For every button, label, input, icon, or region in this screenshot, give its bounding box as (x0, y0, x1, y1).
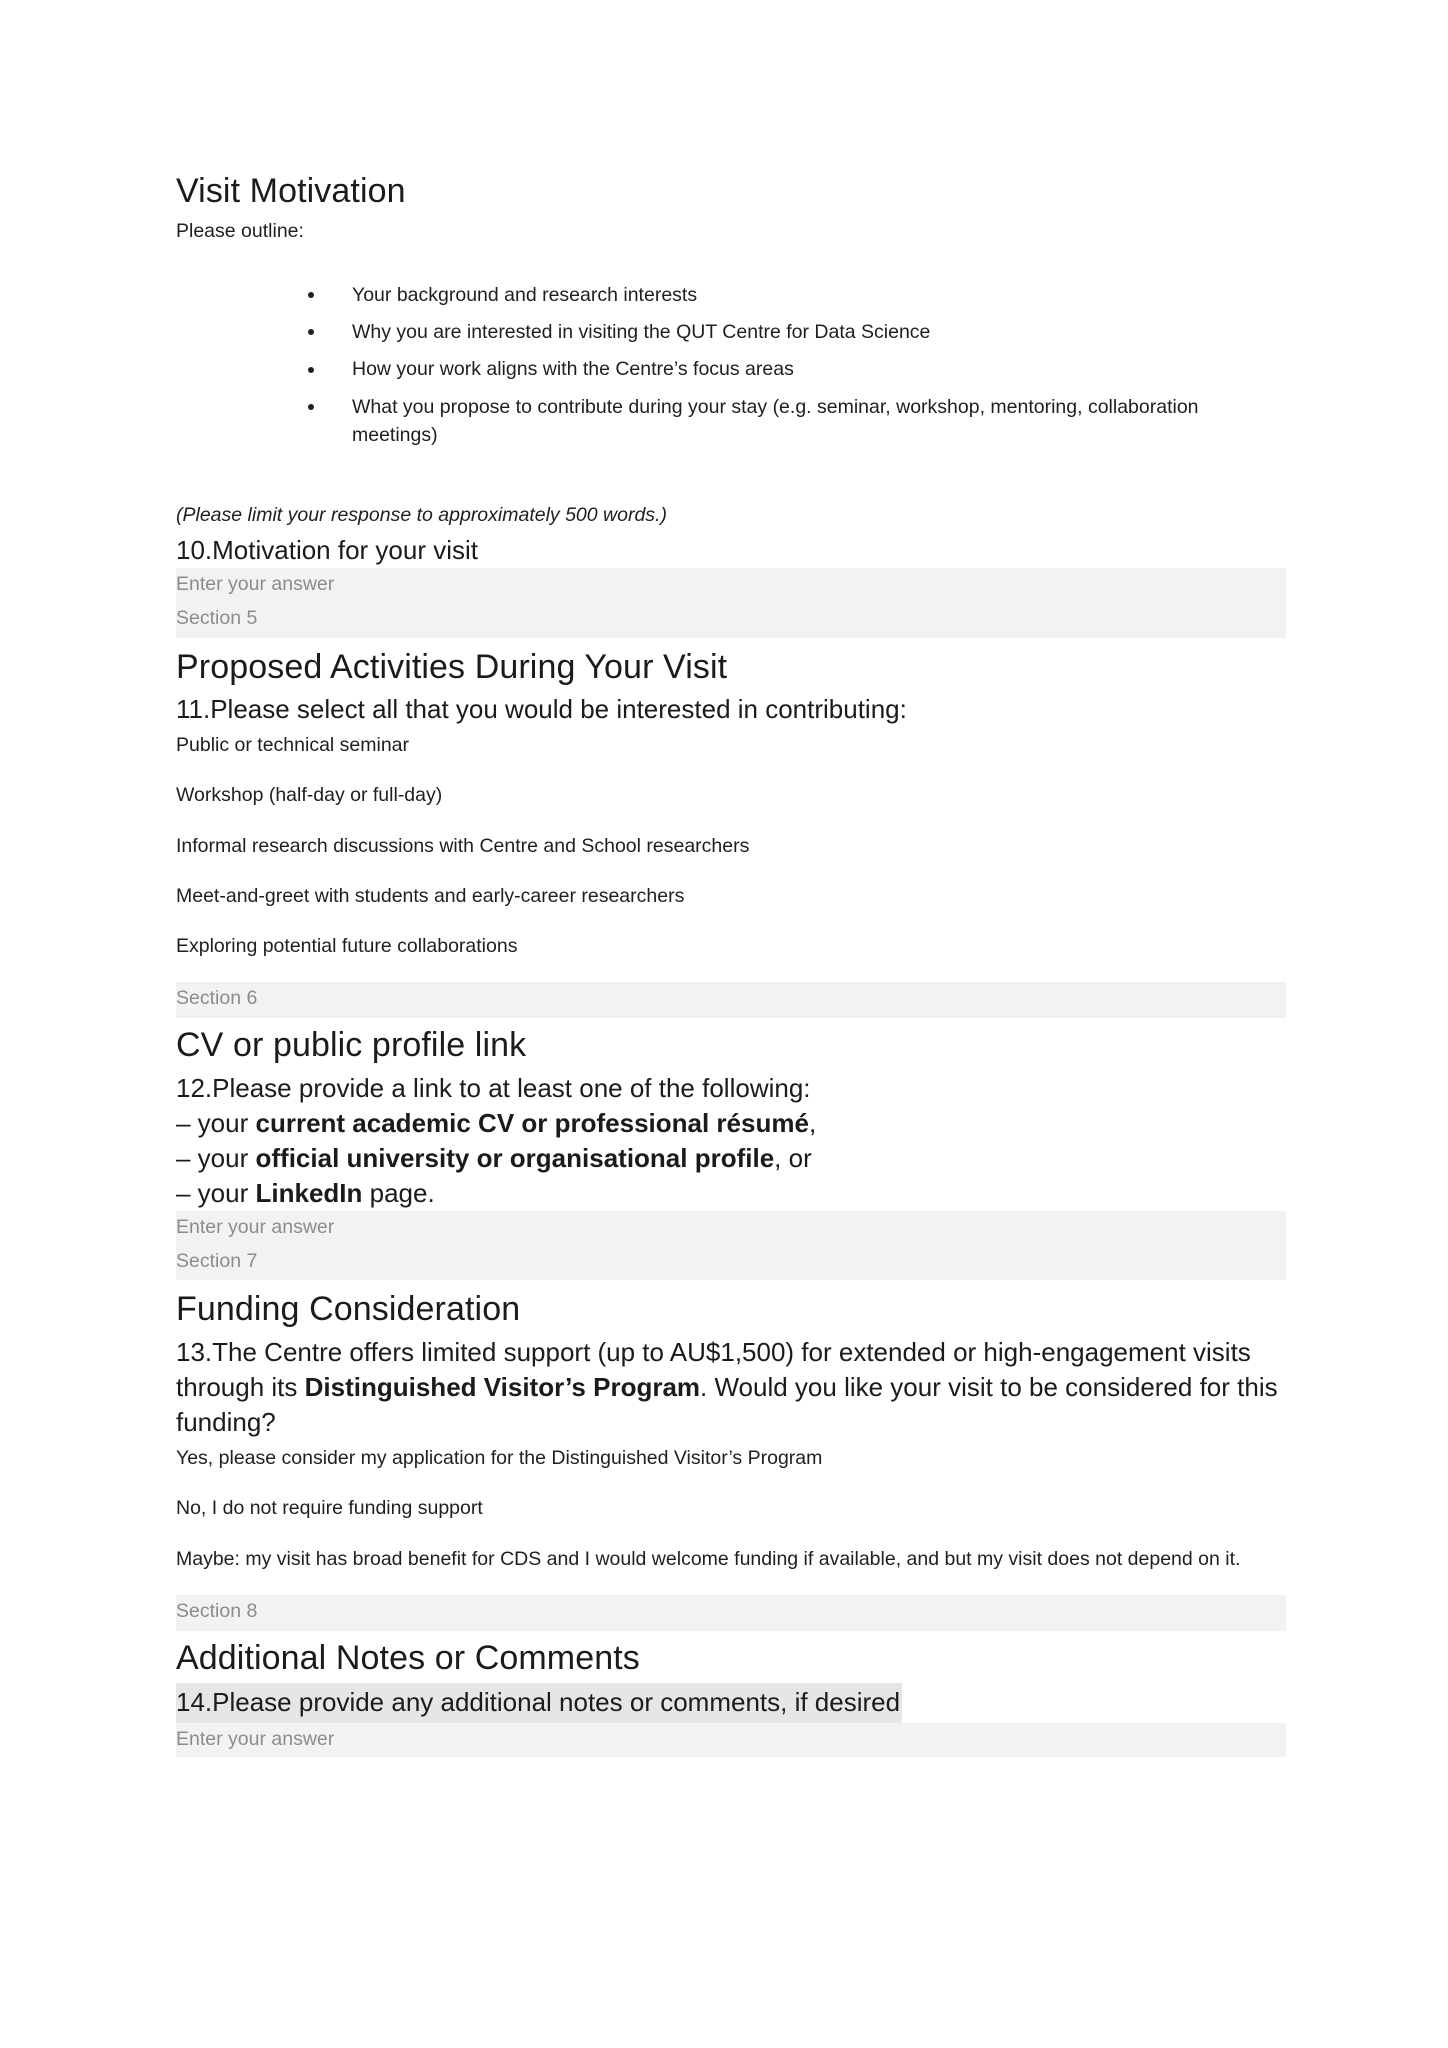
question-13-prefix: 13.The Centre offers limited support (up to AU$1,500) for extended or high-engagement visits through its (176, 1336, 1251, 1403)
list-item (304, 281, 1286, 309)
list-item (304, 393, 1286, 450)
option-meet-and-greet[interactable]: Meet-and-greet with students and early-career researchers (176, 884, 685, 907)
question-13-suffix: . Would you like your visit to be considered for this funding? (176, 1372, 1278, 1438)
bullet-icon (308, 329, 314, 335)
section-title-additional-notes: Additional Notes or Comments (176, 1638, 640, 1677)
cv-line-3-bold: LinkedIn (255, 1177, 363, 1208)
cv-line-2-prefix: – your (176, 1142, 256, 1173)
section-tag-7: Section 7 (176, 1249, 258, 1272)
section-band-8 (176, 1595, 1286, 1631)
cv-line-3-suffix: page. (362, 1177, 435, 1208)
bullet-icon (308, 367, 314, 373)
option-public-seminar[interactable]: Public or technical seminar (176, 734, 410, 757)
question-12: 12.Please provide a link to at least one of the following: (176, 1072, 811, 1103)
option-funding-maybe[interactable]: Maybe: my visit has broad benefit for CDS and I would welcome funding if available, and but my visit does not depend on it. (176, 1547, 1241, 1570)
form-body (176, 170, 1286, 1757)
section-title-funding: Funding Consideration (176, 1290, 521, 1329)
option-informal-discussions[interactable]: Informal research discussions with Centre and School researchers (176, 834, 750, 857)
bullet-text: How your work aligns with the Centre’s focus areas (352, 358, 794, 381)
section-tag-6: Section 6 (176, 987, 258, 1010)
cv-line-2-suffix: , or (774, 1142, 812, 1173)
question-14 (176, 1683, 1286, 1723)
option-funding-yes[interactable]: Yes, please consider my application for the Distinguished Visitor’s Program (176, 1447, 823, 1470)
answer-placeholder-q10: Enter your answer (176, 573, 335, 596)
cv-line-1-prefix: – your (176, 1107, 256, 1138)
answer-band-q14[interactable] (176, 1723, 1286, 1757)
section-tag-5: Section 5 (176, 606, 258, 629)
section-additional-notes (176, 1631, 1286, 1757)
bullet-text: Why you are interested in visiting the QUT Centre for Data Science (352, 321, 931, 344)
visit-motivation-bullet-list (176, 281, 1286, 449)
section-cv-link (176, 1018, 1286, 1280)
section-funding-consideration (176, 1280, 1286, 1630)
bullet-icon (308, 404, 314, 410)
question-14-text: 14.Please provide any additional notes or comments, if desired (176, 1683, 902, 1723)
cv-line-1-suffix: , (808, 1107, 817, 1138)
question-10: 10.Motivation for your visit (176, 535, 479, 566)
section-title-proposed-activities: Proposed Activities During Your Visit (176, 647, 728, 686)
word-limit-note: (Please limit your response to approximately 500 words.) (176, 504, 667, 527)
cv-line-3-prefix: – your (176, 1177, 256, 1208)
section-band-6 (176, 982, 1286, 1018)
section-proposed-activities (176, 638, 1286, 1019)
answer-placeholder-q14: Enter your answer (176, 1728, 335, 1751)
answer-band-q12[interactable] (176, 1211, 1286, 1280)
question-13 (176, 1335, 1286, 1440)
answer-placeholder-q12: Enter your answer (176, 1216, 335, 1239)
section-title-visit-motivation: Visit Motivation (176, 172, 406, 210)
bullet-icon (308, 292, 314, 298)
question-12-line-3 (176, 1176, 1286, 1211)
bullet-text: Your background and research interests (352, 283, 698, 306)
question-12-line-1 (176, 1106, 1286, 1141)
answer-band-q10[interactable] (176, 568, 1286, 637)
section-title-cv-link: CV or public profile link (176, 1026, 527, 1065)
option-funding-no[interactable]: No, I do not require funding support (176, 1497, 483, 1520)
section-tag-8: Section 8 (176, 1600, 258, 1622)
cv-line-1-bold: current academic CV or professional résumé (255, 1107, 809, 1138)
visit-motivation-intro: Please outline: (176, 219, 304, 242)
cv-line-2-bold: official university or organisational profile (255, 1142, 775, 1173)
section-visit-motivation (176, 170, 1286, 638)
list-item (304, 355, 1286, 383)
option-workshop[interactable]: Workshop (half-day or full-day) (176, 784, 443, 807)
question-13-program-name: Distinguished Visitor’s Program (304, 1372, 701, 1403)
option-future-collaborations[interactable]: Exploring potential future collaborations (176, 935, 518, 958)
bullet-text: What you propose to contribute during your stay (e.g. seminar, workshop, mentoring, collaboration meetings) (352, 395, 1199, 446)
list-item (304, 318, 1286, 346)
question-12-line-2 (176, 1141, 1286, 1176)
question-11: 11.Please select all that you would be interested in contributing: (176, 694, 907, 725)
